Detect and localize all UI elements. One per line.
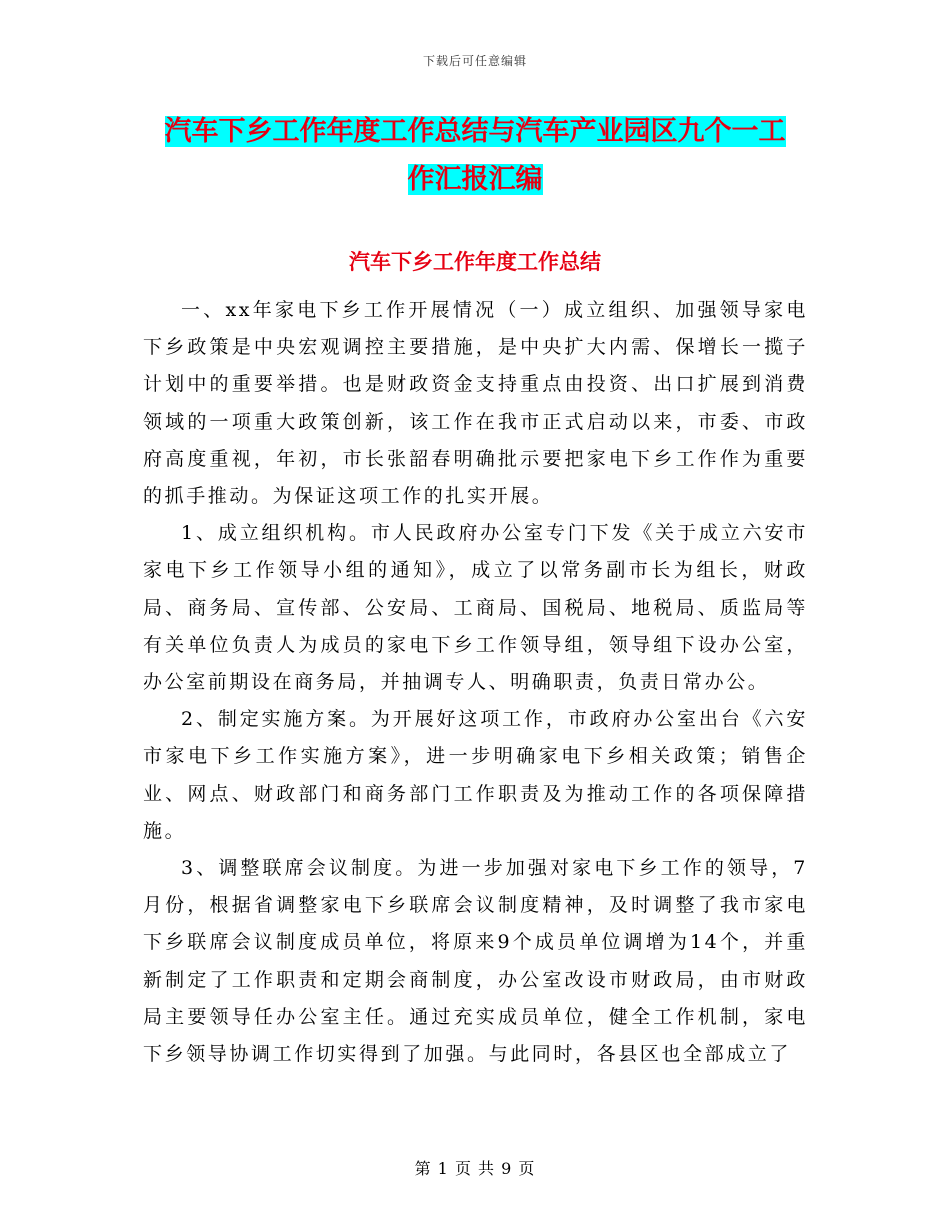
body-paragraph: 1、成立组织机构。市人民政府办公室专门下发《关于成立六安市家电下乡工作领导小组的通知》，成立了以常务副市长为组长，财政局、商务局、宣传部、公安局、工商局、国税局、地税局、质监局等有关单位负责人为成员的家电下乡工作领导组，领导组下设办公室，办公室前期设在商务局，并抽调专人、明确职责，负责日常办公。 — [143, 522, 808, 694]
section-title: 汽车下乡工作年度工作总结 — [349, 250, 601, 274]
page-number-footer: 第 1 页 共 9 页 — [414, 1159, 536, 1178]
page-header-note: 下载后可任意编辑 — [422, 54, 527, 68]
document-body — [143, 292, 808, 1073]
document-title-line-2: 作汇报汇编 — [407, 164, 543, 195]
document-title — [145, 108, 805, 204]
body-paragraph: 一、xx年家电下乡工作开展情况（一）成立组织、加强领导家电下乡政策是中央宏观调控主要措施，是中央扩大内需、保增长一揽子计划中的重要举措。也是财政资金支持重点由投资、出口扩展到消费领域的一项重大政策创新，该工作在我市正式启动以来，市委、市政府高度重视，年初，市长张韶春明确批示要把家电下乡工作作为重要的抓手推动。为保证这项工作的扎实开展。 — [143, 299, 808, 508]
body-paragraph: 2、制定实施方案。为开展好这项工作，市政府办公室出台《六安市家电下乡工作实施方案》，进一步明确家电下乡相关政策；销售企业、网点、财政部门和商务部门工作职责及为推动工作的各项保障措施。 — [143, 708, 808, 842]
body-paragraph: 3、调整联席会议制度。为进一步加强对家电下乡工作的领导，7月份，根据省调整家电下乡联席会议制度精神，及时调整了我市家电下乡联席会议制度成员单位，将原来9个成员单位调增为14个，并重新制定了工作职责和定期会商制度，办公室改设市财政局，由市财政局主要领导任办公室主任。通过充实成员单位，健全工作机制，家电下乡领导协调工作切实得到了加强。与此同时，各县区也全部成立了 — [143, 857, 808, 1066]
document-title-line-1: 汽车下乡工作年度工作总结与汽车产业园区九个一工 — [164, 116, 786, 147]
